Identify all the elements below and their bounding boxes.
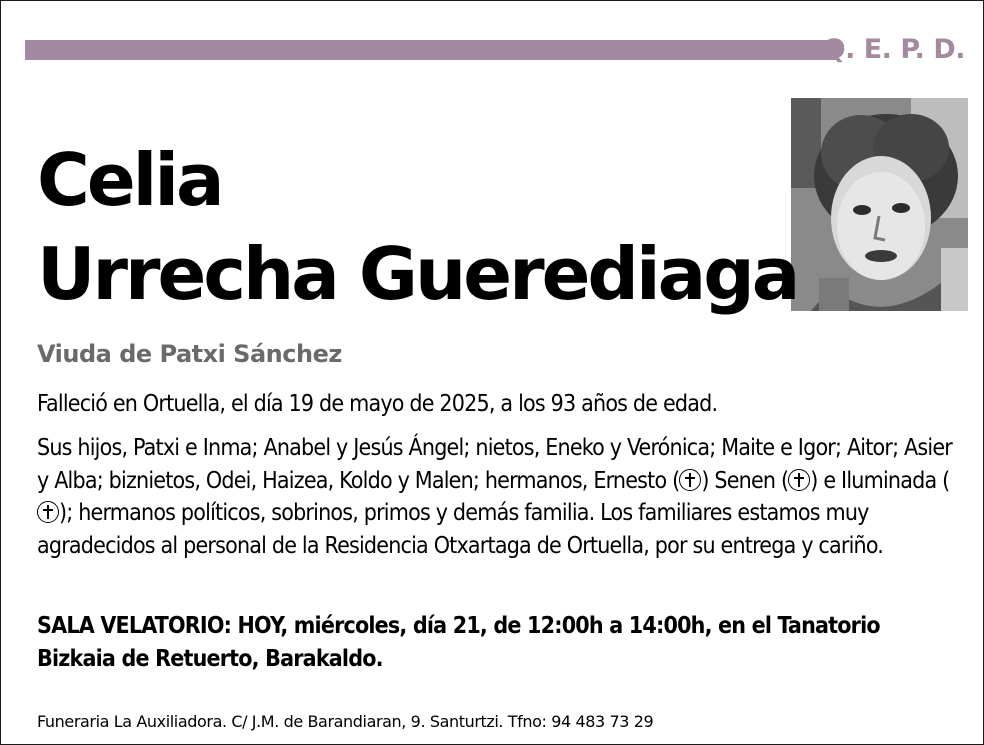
first-name: Celia bbox=[37, 138, 222, 222]
cross-icon bbox=[788, 469, 810, 491]
family-paragraph bbox=[37, 432, 957, 562]
death-notice: Falleció en Ortuella, el día 19 de mayo de 2025, a los 93 años de edad. bbox=[37, 391, 718, 417]
qepd-label: Q. E. P. D. bbox=[822, 34, 965, 65]
wake-info: SALA VELATORIO: HOY, miércoles, día 21, de 12:00h a 14:00h, en el Tanatorio Bizkaia de Retuerto, Barakaldo. bbox=[37, 613, 880, 672]
family-text-4: ); hermanos políticos, sobrinos, primos y demás familia. Los familiares estamos muy agradecidos al personal de la Residencia Otxartaga de Ortuella, por su entrega y cariño. bbox=[37, 500, 884, 559]
family-text-2: ) Senen ( bbox=[701, 467, 789, 494]
family-text-3: ) e Iluminada ( bbox=[810, 467, 950, 494]
cross-icon bbox=[679, 469, 701, 491]
portrait-photo bbox=[791, 98, 968, 311]
surnames: Urrecha Guerediaga bbox=[37, 232, 798, 316]
portrait-photo-icon bbox=[791, 98, 968, 311]
header-bar bbox=[25, 40, 839, 60]
funeral-home: Funeraria La Auxiliadora. C/ J.M. de Barandiaran, 9. Santurtzi. Tfno: 94 483 73 29 bbox=[37, 712, 654, 731]
cross-icon bbox=[37, 501, 59, 523]
relation-line: Viuda de Patxi Sánchez bbox=[37, 340, 342, 368]
deceased-name bbox=[37, 133, 797, 321]
family-text-1: Sus hijos, Patxi e Inma; Anabel y Jesús Ángel; nietos, Eneko y Verónica; Maite e Igor; Aitor; Asier y Alba; biznietos, Odei, Haizea, Koldo y Malen; hermanos, Ernesto ( bbox=[37, 435, 952, 494]
